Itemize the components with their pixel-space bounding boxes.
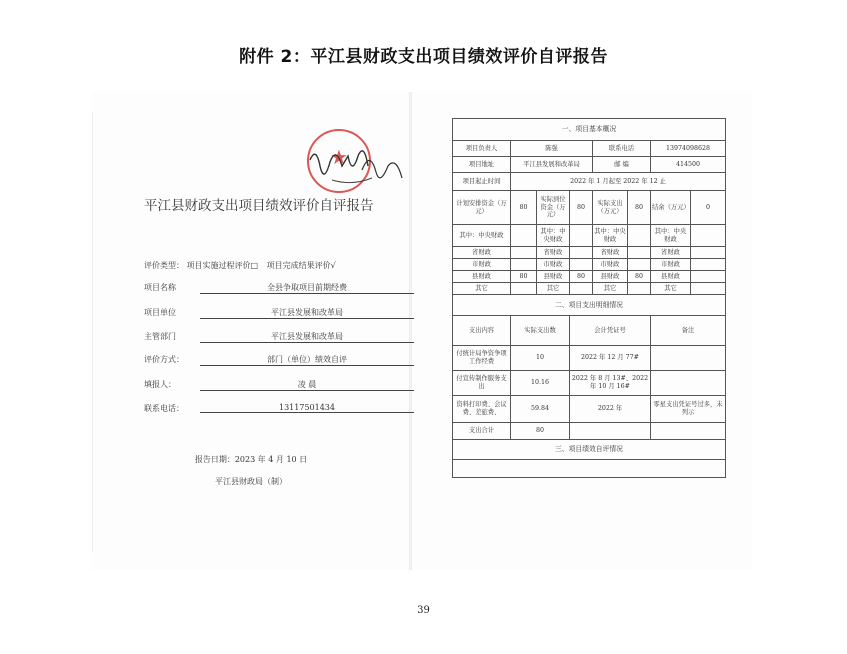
summary-table-page <box>452 118 725 502</box>
detail-content: 付统计局争资争项工作经费 <box>453 346 511 371</box>
field-value: 凌 晨 <box>200 379 414 391</box>
other-label: 其它 <box>593 283 628 295</box>
field-eval-method <box>144 354 347 365</box>
county-label: 县财政 <box>651 271 691 283</box>
cover-title: 平江县财政支出项目绩效评价自评报告 <box>144 198 374 214</box>
prov-label: 省财政 <box>593 247 628 259</box>
detail-voucher: 2022 年 8 月 13#、2022 年 10 月 16# <box>570 371 651 396</box>
eval-type-label: 评价类型： <box>144 261 184 270</box>
city-label: 市财政 <box>651 259 691 271</box>
field-phone <box>144 403 335 414</box>
city-label: 市财政 <box>537 259 570 271</box>
county-label: 县财政 <box>453 271 511 283</box>
actual-value: 80 <box>570 191 593 225</box>
issuer: 平江县财政局（制） <box>215 477 287 486</box>
period-label: 项目起止时间 <box>453 173 511 191</box>
detail-note <box>651 346 726 371</box>
owner-value: 陈强 <box>511 141 593 157</box>
county-label: 县财政 <box>593 271 628 283</box>
field-label: 填报人： <box>144 380 176 389</box>
field-project-unit <box>144 307 343 318</box>
detail-header: 支出内容 <box>453 316 511 346</box>
detail-voucher: 2022 年 <box>570 396 651 423</box>
phone-label: 联系电话 <box>593 141 651 157</box>
detail-content: 付宣传制作服务支出 <box>453 371 511 396</box>
total-label: 支出合计 <box>453 423 511 440</box>
cover-page <box>92 92 410 570</box>
section-basic: 一、项目基本概况 <box>453 119 726 141</box>
actual-label: 实际到位资金（万元） <box>537 191 570 225</box>
field-value: 13117501434 <box>200 403 414 413</box>
balance-label: 结余（万元） <box>651 191 691 225</box>
field-label: 评价方式： <box>144 355 184 364</box>
other-label: 其它 <box>651 283 691 295</box>
field-authority <box>144 331 343 342</box>
spent-value: 80 <box>628 191 651 225</box>
table-row <box>453 371 726 396</box>
city-label: 市财政 <box>593 259 628 271</box>
detail-header: 实际支出数 <box>511 316 570 346</box>
county-value: 80 <box>511 271 537 283</box>
zip-label: 邮 编 <box>593 157 651 173</box>
seal-star-icon: ★ <box>330 145 348 169</box>
zip-value: 414500 <box>651 157 726 173</box>
field-project-name <box>144 282 347 293</box>
prov-label: 省财政 <box>651 247 691 259</box>
central-label: 其中：中央财政 <box>537 225 570 247</box>
plan-label: 计划安排资金（万元） <box>453 191 511 225</box>
balance-value: 0 <box>691 191 726 225</box>
spent-label: 实际支出（万元） <box>593 191 628 225</box>
eval-type-option-process: 项目实施过程评价□ <box>186 261 259 270</box>
detail-header: 会计凭证号 <box>570 316 651 346</box>
owner-label: 项目负责人 <box>453 141 511 157</box>
other-label: 其它 <box>537 283 570 295</box>
central-label: 其中：中央财政 <box>593 225 628 247</box>
field-label: 项目名称 <box>144 283 176 292</box>
field-reporter <box>144 379 317 390</box>
field-value: 部门（单位）绩效自评 <box>200 354 414 366</box>
detail-amount: 10.16 <box>511 371 570 396</box>
city-label: 市财政 <box>453 259 511 271</box>
prov-label: 省财政 <box>537 247 570 259</box>
county-label: 县财政 <box>537 271 570 283</box>
summary-table <box>452 118 726 478</box>
field-label: 主管部门 <box>144 332 176 341</box>
period-value: 2022 年 1 月起至 2022 年 12 止 <box>511 173 726 191</box>
plan-value: 80 <box>511 191 537 225</box>
detail-amount: 10 <box>511 346 570 371</box>
detail-note <box>651 371 726 396</box>
detail-voucher: 2022 年 12 月 77# <box>570 346 651 371</box>
eval-type-option-result: 项目完成结果评价√ <box>266 261 336 270</box>
county-value: 80 <box>628 271 651 283</box>
central-label: 其中：中央财政 <box>651 225 691 247</box>
field-label: 项目单位 <box>144 308 176 317</box>
handwritten-signature-icon <box>302 140 412 200</box>
detail-content: 资料打印费、会议费、差旅费、 <box>453 396 511 423</box>
other-label: 其它 <box>453 283 511 295</box>
address-value: 平江县发展和改革局 <box>511 157 593 173</box>
detail-note: 零星支出凭证号过多，未列示 <box>651 396 726 423</box>
evaluation-type <box>144 260 336 271</box>
page-number: 39 <box>417 605 430 616</box>
table-row <box>453 346 726 371</box>
table-row-total <box>453 423 726 440</box>
phone-value: 13974098628 <box>651 141 726 157</box>
page-title: 附件 2：平江县财政支出项目绩效评价自评报告 <box>239 47 608 67</box>
field-value: 平江县发展和改革局 <box>200 331 414 343</box>
prov-label: 省财政 <box>453 247 511 259</box>
section-performance: 三、项目绩效自评情况 <box>453 440 726 460</box>
section-details: 二、项目支出明细情况 <box>453 295 726 316</box>
address-label: 项目地址 <box>453 157 511 173</box>
field-value: 平江县发展和改革局 <box>200 307 414 319</box>
field-value: 全县争取项目前期经费 <box>200 282 414 294</box>
central-label: 其中：中央财政 <box>453 225 511 247</box>
detail-header: 备注 <box>651 316 726 346</box>
table-row <box>453 396 726 423</box>
detail-amount: 59.84 <box>511 396 570 423</box>
total-value: 80 <box>511 423 570 440</box>
county-value: 80 <box>570 271 593 283</box>
report-date: 报告日期：2023 年 4 月 10 日 <box>194 455 308 464</box>
performance-body <box>453 460 726 478</box>
field-label: 联系电话： <box>144 404 184 413</box>
